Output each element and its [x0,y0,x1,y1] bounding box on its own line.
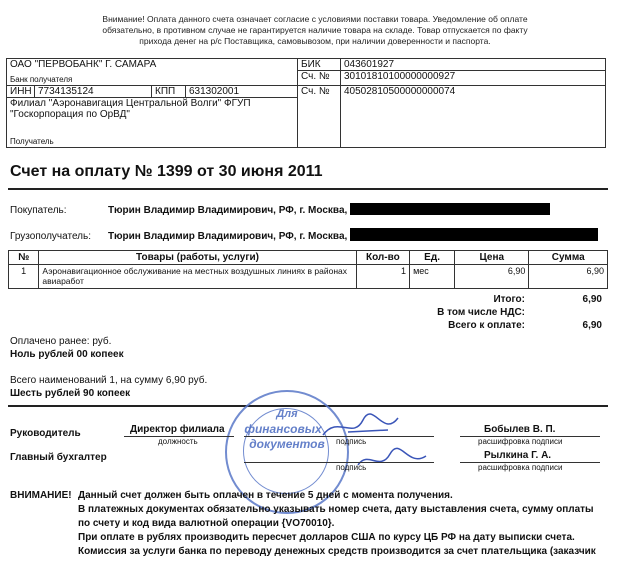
goods-table [8,250,608,289]
buyer-value: Тюрин Владимир Владимирович, РФ, г. Москва, [108,205,348,216]
corr-account-label: Сч. № [297,70,341,86]
goods-header-row [9,251,608,265]
invoice-title: Счет на оплату № 1399 от 30 июня 2011 [10,163,323,180]
total-value: 6,90 [582,294,602,305]
accountant-name: Рылкина Г. А. [484,450,552,461]
title-divider [8,188,608,190]
notice-line-3: прихода денег на р/с Поставщика, самовывозом, при наличии доверенности и паспорта. [139,36,491,46]
row-price: 6,90 [455,265,529,289]
corr-account-value: 30101810100000000927 [340,70,606,86]
head-position: Директор филиала [130,424,225,435]
col-num: № [9,251,39,265]
col-unit: Ед. [410,251,455,265]
due-value: 6,90 [582,320,602,331]
head-decoding-caption: расшифровка подписи [478,437,563,446]
head-label: Руководитель [10,428,81,439]
bank-details-box [6,58,606,148]
accountant-signature-caption: подпись [336,463,367,472]
inn-label: ИНН [6,85,35,98]
amount-in-words: Шесть рублей 90 копеек [10,388,131,399]
total-label: Итого: [493,294,525,305]
bank-name-cell [6,58,298,86]
bik-value: 043601927 [340,58,606,71]
row-name: Аэронавигационное обслуживание на местных воздушных линиях в районах авиаработ [39,265,356,289]
col-goods: Товары (работы, услуги) [39,251,356,265]
recipient-cell [6,97,298,148]
col-price: Цена [455,251,529,265]
warning-line-5: Комиссия за услуги банка по переводу денежных средств производится за счет плательщика (заказчик [78,546,596,557]
stamp-line-3: документов [249,437,325,451]
buyer-redaction [350,203,550,215]
recipient-line-2: "Госкорпорация по ОрВД" [10,109,130,120]
bank-name: ОАО "ПЕРВОБАНК" Г. САМАРА [10,59,157,70]
row-num: 1 [9,265,39,289]
warning-label: ВНИМАНИЕ! [10,490,72,501]
kpp-value: 631302001 [185,85,298,98]
consignee-label: Грузополучатель: [10,231,92,242]
warning-line-1: Данный счет должен быть оплачен в течение 5 дней с момента получения. [78,490,453,501]
kpp-label: КПП [151,85,186,98]
col-qty: Кол-во [356,251,409,265]
warning-line-2: В платежных документах обязательно указывать номер счета, дату выставления счета, сумму оплаты [78,504,594,515]
account-label: Сч. № [297,85,341,148]
notice-line-1: Внимание! Оплата данного счета означает согласие с условиями поставки товара. Уведомление об оплате [102,14,528,24]
position-caption: должность [158,437,198,446]
warning-line-3: по счету и код вида валютной операции {VO70010}. [78,518,335,529]
account-value: 40502810500000000074 [340,85,606,148]
accountant-label: Главный бухгалтер [10,452,107,463]
head-name: Бобылев В. П. [484,424,556,435]
consignee-value: Тюрин Владимир Владимирович, РФ, г. Москва, [108,231,348,242]
bank-label: Банк получателя [10,75,73,84]
due-label: Всего к оплате: [448,320,525,331]
bik-label: БИК [297,58,341,71]
notice-line-2: обязательно, в противном случае не гарантируется наличие товара на складе. Товар отпускается по факту [102,25,528,35]
buyer-label: Покупатель: [10,205,67,216]
row-qty: 1 [356,265,409,289]
stamp-line-2: финансовых [244,422,322,436]
head-signature-caption: подпись [336,437,367,446]
paid-earlier-label: Оплачено ранее: руб. [10,336,112,347]
row-unit: мес [410,265,455,289]
vat-label: В том числе НДС: [437,307,525,318]
row-sum: 6,90 [529,265,608,289]
consignee-redaction [350,228,598,241]
payment-notice [80,14,550,47]
table-row [9,265,608,289]
paid-earlier-words: Ноль рублей 00 копеек [10,349,124,360]
recipient-label: Получатель [10,137,54,146]
inn-value: 7734135124 [34,85,152,98]
accountant-decoding-caption: расшифровка подписи [478,463,563,472]
stamp-line-1: Для [276,408,298,420]
warning-line-4: При оплате в рублях производить пересчет долларов США по курсу ЦБ РФ на дату выписки счета. [78,532,575,543]
recipient-line-1: Филиал "Аэронавигация Центральной Волги" ФГУП [10,98,251,109]
col-sum: Сумма [529,251,608,265]
items-summary: Всего наименований 1, на сумму 6,90 руб. [10,375,208,386]
